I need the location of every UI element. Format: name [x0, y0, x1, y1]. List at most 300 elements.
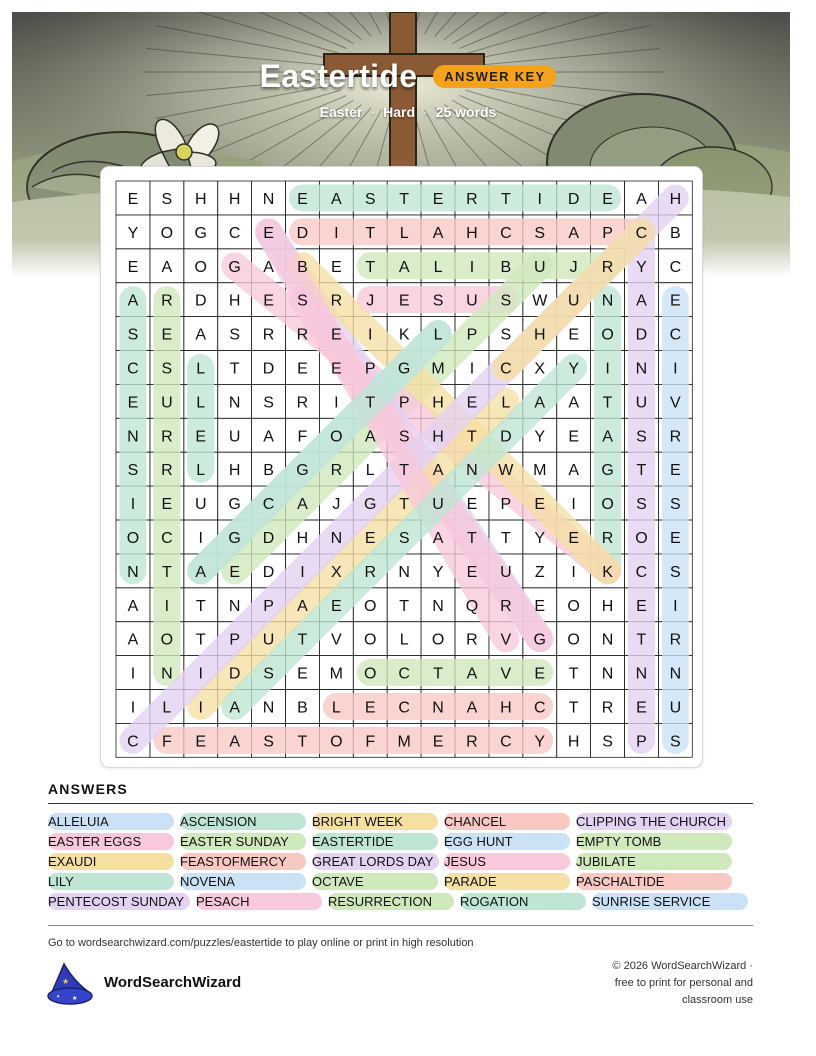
grid-letter[interactable]: I — [334, 394, 339, 412]
grid-letter[interactable]: T — [636, 462, 647, 480]
grid-letter[interactable]: E — [263, 292, 274, 310]
grid-letter[interactable]: W — [498, 462, 514, 480]
grid-letter[interactable]: S — [229, 326, 240, 344]
grid-letter[interactable]: V — [500, 665, 512, 683]
grid-letter[interactable]: C — [669, 326, 682, 344]
grid-letter[interactable]: M — [431, 360, 445, 378]
grid-letter[interactable]: S — [263, 394, 274, 412]
answer-word: CHANCEL — [444, 813, 570, 830]
grid-letter[interactable]: V — [670, 394, 681, 412]
grid-letter[interactable]: S — [364, 190, 376, 208]
grid-letter[interactable]: G — [296, 462, 309, 480]
grid-letter[interactable]: Y — [568, 360, 579, 378]
grid-letter[interactable]: D — [262, 563, 275, 581]
puzzle-meta: Easter · Hard · 25 words — [319, 104, 497, 120]
grid-letter[interactable]: I — [571, 496, 576, 514]
grid-letter[interactable]: G — [601, 462, 614, 480]
grid-letter[interactable]: A — [161, 258, 173, 276]
grid-letter[interactable]: A — [466, 699, 478, 717]
grid-letter[interactable]: R — [669, 428, 682, 446]
grid-letter[interactable]: L — [399, 224, 409, 242]
grid-letter[interactable]: T — [399, 190, 410, 208]
grid-letter[interactable]: E — [297, 360, 308, 378]
grid-letter[interactable]: I — [130, 496, 136, 514]
wizard-hat-icon — [46, 962, 94, 1006]
grid-letter[interactable]: E — [466, 563, 478, 581]
grid-letter[interactable]: E — [670, 529, 681, 547]
grid-letter[interactable]: N — [432, 699, 444, 717]
grid-letter[interactable]: F — [297, 428, 308, 446]
grid-letter[interactable]: X — [331, 563, 342, 581]
grid-letter[interactable]: E — [161, 496, 173, 514]
grid-letter[interactable]: S — [432, 292, 444, 310]
grid-letter[interactable]: O — [364, 597, 377, 615]
grid-letter[interactable]: T — [500, 190, 511, 208]
grid-letter[interactable]: Y — [534, 733, 546, 751]
grid-letter[interactable]: A — [636, 190, 647, 208]
grid-letter[interactable]: E — [534, 665, 546, 683]
grid-letter[interactable]: S — [127, 326, 139, 344]
grid-letter[interactable]: E — [364, 529, 376, 547]
grid-letter[interactable]: U — [466, 292, 478, 310]
grid-letter[interactable]: O — [601, 326, 614, 344]
grid-letter[interactable]: B — [500, 258, 512, 276]
grid-letter[interactable]: S — [398, 529, 410, 547]
grid-letter[interactable]: O — [601, 496, 614, 514]
grid-letter[interactable]: T — [161, 563, 172, 581]
grid-letter[interactable]: D — [262, 529, 275, 547]
grid-letter[interactable]: C — [500, 224, 512, 242]
grid-letter[interactable]: T — [568, 699, 579, 717]
grid-letter[interactable]: I — [469, 258, 475, 276]
grid-letter[interactable]: I — [198, 529, 203, 547]
grid-letter[interactable]: E — [568, 529, 579, 547]
grid-letter[interactable]: D — [500, 428, 512, 446]
grid-letter[interactable]: I — [198, 665, 203, 683]
grid-letter[interactable]: A — [568, 394, 579, 412]
grid-letter[interactable]: U — [500, 563, 512, 581]
grid-letter[interactable]: I — [571, 563, 576, 581]
grid-letter[interactable]: S — [161, 190, 173, 208]
grid-letter[interactable]: N — [262, 699, 275, 717]
grid-letter[interactable]: A — [432, 224, 444, 242]
grid-letter[interactable]: E — [127, 258, 139, 276]
grid-letter[interactable]: R — [364, 563, 377, 581]
grid-letter[interactable]: Y — [432, 563, 444, 581]
grid-letter[interactable]: M — [329, 665, 344, 683]
grid-letter[interactable]: L — [196, 394, 206, 412]
grid-letter[interactable]: T — [365, 224, 376, 242]
grid-letter[interactable]: R — [330, 462, 343, 480]
grid-letter[interactable]: G — [533, 631, 546, 649]
grid-letter[interactable]: S — [263, 733, 274, 751]
grid-letter[interactable]: I — [673, 597, 678, 615]
grid-letter[interactable]: I — [300, 563, 305, 581]
grid-letter[interactable]: C — [127, 733, 139, 751]
grid-letter[interactable]: E — [568, 428, 579, 446]
grid-letter[interactable]: T — [399, 597, 410, 615]
grid-letter[interactable]: E — [195, 428, 207, 446]
grid-letter[interactable]: G — [364, 496, 377, 514]
grid-letter[interactable]: I — [130, 665, 136, 683]
grid-letter[interactable]: L — [331, 699, 341, 717]
grid-letter[interactable]: E — [636, 597, 647, 615]
grid-letter[interactable]: E — [466, 496, 478, 514]
grid-letter[interactable]: A — [127, 292, 139, 310]
grid-letter[interactable]: E — [229, 563, 240, 581]
grid-letter[interactable]: K — [398, 326, 410, 344]
meta-theme: Easter — [319, 104, 363, 120]
grid-letter[interactable]: R — [161, 462, 173, 480]
grid-letter[interactable]: C — [500, 360, 512, 378]
grid-letter[interactable]: C — [161, 529, 173, 547]
grid-letter[interactable]: M — [397, 733, 411, 751]
grid-letter[interactable]: C — [669, 258, 682, 276]
grid-letter[interactable]: E — [534, 597, 546, 615]
grid-letter[interactable]: R — [601, 258, 614, 276]
grid-letter[interactable]: E — [331, 258, 342, 276]
grid-letter[interactable]: U — [262, 631, 275, 649]
grid-letter[interactable]: O — [126, 529, 140, 547]
answer-word: PESACH — [196, 893, 322, 910]
grid-letter[interactable]: L — [365, 462, 375, 480]
grid-letter[interactable]: E — [670, 292, 681, 310]
grid-letter[interactable]: P — [636, 733, 647, 751]
grid-letter[interactable]: T — [399, 496, 410, 514]
grid-letter[interactable]: R — [161, 292, 173, 310]
grid-letter[interactable]: H — [533, 326, 546, 344]
grid-letter[interactable]: A — [263, 428, 274, 446]
grid-letter[interactable]: P — [229, 631, 240, 649]
grid-letter[interactable]: I — [198, 699, 203, 717]
grid-letter[interactable]: T — [636, 631, 647, 649]
grid-letter[interactable]: A — [432, 529, 444, 547]
grid-letter[interactable]: I — [469, 360, 475, 378]
grid-letter[interactable]: T — [297, 631, 308, 649]
grid-letter[interactable]: A — [398, 258, 410, 276]
grid-letter[interactable]: C — [398, 699, 410, 717]
grid-letter[interactable]: R — [601, 529, 614, 547]
grid-letter[interactable]: H — [567, 733, 580, 751]
grid-letter[interactable]: R — [466, 190, 478, 208]
grid-letter[interactable]: N — [398, 563, 410, 581]
grid-letter[interactable]: G — [228, 496, 241, 514]
grid-letter[interactable]: G — [397, 360, 411, 378]
grid-letter[interactable]: H — [432, 428, 444, 446]
grid-letter[interactable]: D — [296, 224, 309, 242]
grid-letter[interactable]: U — [228, 428, 241, 446]
grid-letter[interactable]: J — [569, 258, 578, 276]
grid-letter[interactable]: O — [330, 733, 343, 751]
grid-letter[interactable]: T — [568, 665, 579, 683]
grid-letter[interactable]: C — [533, 699, 546, 717]
grid-letter[interactable]: S — [602, 733, 613, 751]
grid-letter[interactable]: S — [670, 733, 681, 751]
grid-letter[interactable]: N — [635, 360, 648, 378]
footer-link[interactable]: Go to wordsearchwizard.com/puzzles/eastertide to play online or print in high resolution — [48, 937, 474, 949]
grid-letter[interactable]: H — [500, 699, 512, 717]
grid-letter[interactable]: I — [368, 326, 373, 344]
grid-letter[interactable]: U — [194, 496, 207, 514]
grid-letter[interactable]: Z — [534, 563, 545, 581]
grid-letter[interactable]: B — [263, 462, 274, 480]
grid-letter[interactable]: C — [500, 733, 512, 751]
grid-letter[interactable]: R — [296, 394, 309, 412]
grid-letter[interactable]: S — [263, 665, 274, 683]
grid-letter[interactable]: D — [262, 360, 275, 378]
grid-letter[interactable]: Y — [534, 529, 546, 547]
grid-letter[interactable]: E — [364, 699, 376, 717]
grid-letter[interactable]: A — [195, 563, 207, 581]
grid-letter[interactable]: G — [194, 224, 207, 242]
grid-letter[interactable]: P — [466, 326, 478, 344]
grid-letter[interactable]: N — [601, 665, 614, 683]
grid-letter[interactable]: Y — [534, 428, 546, 446]
grid-letter[interactable]: U — [567, 292, 580, 310]
grid-letter[interactable]: P — [398, 394, 410, 412]
grid-letter[interactable]: N — [262, 190, 275, 208]
grid-letter[interactable]: B — [297, 258, 308, 276]
grid-letter[interactable]: I — [130, 699, 136, 717]
grid-letter[interactable]: E — [161, 326, 173, 344]
grid-letter[interactable]: D — [635, 326, 648, 344]
grid-letter[interactable]: E — [398, 292, 410, 310]
grid-letter[interactable]: N — [161, 665, 173, 683]
grid-letter[interactable]: T — [399, 462, 410, 480]
grid-letter[interactable]: T — [467, 428, 477, 446]
grid-letter[interactable]: S — [636, 428, 647, 446]
grid-letter[interactable]: E — [195, 733, 207, 751]
grid-letter[interactable]: S — [127, 462, 139, 480]
grid-letter[interactable]: I — [334, 224, 339, 242]
grid-letter[interactable]: C — [127, 360, 139, 378]
grid-letter[interactable]: D — [228, 665, 241, 683]
grid-letter[interactable]: R — [262, 326, 275, 344]
grid-letter[interactable]: B — [670, 224, 681, 242]
grid-letter[interactable]: H — [669, 190, 682, 208]
grid-letter[interactable]: S — [670, 496, 681, 514]
grid-letter[interactable]: E — [466, 394, 478, 412]
grid-letter[interactable]: H — [296, 529, 309, 547]
grid-letter[interactable]: U — [669, 699, 682, 717]
grid-letter[interactable]: S — [398, 428, 410, 446]
grid-letter[interactable]: W — [532, 292, 548, 310]
grid-letter[interactable]: L — [162, 699, 172, 717]
grid-letter[interactable]: Y — [127, 224, 139, 242]
grid-letter[interactable]: L — [501, 394, 511, 412]
grid-letter[interactable]: N — [601, 631, 614, 649]
grid-letter[interactable]: H — [228, 190, 241, 208]
grid-letter[interactable]: H — [601, 597, 614, 615]
grid-letter[interactable]: A — [229, 733, 240, 751]
grid-letter[interactable]: B — [297, 699, 308, 717]
grid-letter[interactable]: O — [567, 631, 580, 649]
grid-letter[interactable]: N — [127, 563, 139, 581]
grid-letter[interactable]: L — [433, 258, 443, 276]
grid-letter[interactable]: U — [533, 258, 546, 276]
grid-letter[interactable]: E — [432, 190, 444, 208]
grid-letter[interactable]: D — [194, 292, 207, 310]
grid-letter[interactable]: E — [534, 496, 546, 514]
grid-letter[interactable]: S — [297, 292, 308, 310]
grid-letter[interactable]: A — [568, 224, 579, 242]
answer-word: JESUS — [444, 853, 570, 870]
grid-letter[interactable]: A — [229, 699, 240, 717]
grid-letter[interactable]: R — [296, 326, 309, 344]
grid-letter[interactable]: J — [332, 496, 341, 514]
grid-letter[interactable]: C — [398, 665, 410, 683]
grid-letter[interactable]: A — [636, 292, 647, 310]
grid-letter[interactable]: A — [534, 394, 546, 412]
grid-letter[interactable]: A — [331, 190, 342, 208]
grid-letter[interactable]: A — [127, 631, 139, 649]
grid-letter[interactable]: E — [602, 190, 613, 208]
grid-letter[interactable]: U — [432, 496, 444, 514]
grid-letter[interactable]: A — [602, 428, 613, 446]
grid-letter[interactable]: X — [534, 360, 546, 378]
grid-letter[interactable]: P — [263, 597, 274, 615]
grid-letter[interactable]: O — [364, 665, 377, 683]
grid-letter[interactable]: O — [160, 631, 174, 649]
grid-letter[interactable]: H — [466, 224, 478, 242]
grid-letter[interactable]: S — [500, 292, 512, 310]
grid-letter[interactable]: R — [500, 597, 512, 615]
grid-letter[interactable]: J — [366, 292, 375, 310]
grid-letter[interactable]: S — [670, 563, 681, 581]
grid-letter[interactable]: C — [635, 563, 648, 581]
grid-letter[interactable]: O — [431, 631, 445, 649]
grid-letter[interactable]: A — [466, 665, 478, 683]
grid-letter[interactable]: T — [467, 529, 477, 547]
grid-letter[interactable]: I — [537, 190, 542, 208]
grid-letter[interactable]: Y — [636, 258, 647, 276]
grid-letter[interactable]: L — [196, 360, 206, 378]
grid-letter[interactable]: V — [500, 631, 512, 649]
grid-letter[interactable]: E — [670, 462, 681, 480]
grid-letter[interactable]: R — [601, 699, 614, 717]
grid-letter[interactable]: R — [466, 631, 478, 649]
grid-letter[interactable]: E — [127, 190, 139, 208]
grid-letter[interactable]: T — [365, 394, 376, 412]
grid-letter[interactable]: M — [533, 462, 547, 480]
grid-letter[interactable]: L — [196, 462, 206, 480]
grid-letter[interactable]: S — [161, 360, 173, 378]
grid-letter[interactable]: N — [228, 394, 241, 412]
grid-letter[interactable]: U — [161, 394, 173, 412]
grid-letter[interactable]: N — [432, 597, 444, 615]
grid-letter[interactable]: K — [602, 563, 613, 581]
grid-letter[interactable]: H — [432, 394, 444, 412]
grid-letter[interactable]: O — [330, 428, 343, 446]
grid-letter[interactable]: E — [432, 733, 444, 751]
grid-letter[interactable]: T — [433, 665, 443, 683]
grid-letter[interactable]: E — [331, 360, 342, 378]
grid-letter[interactable]: O — [635, 529, 648, 547]
grid-letter[interactable]: U — [635, 394, 648, 412]
grid-letter[interactable]: V — [331, 631, 342, 649]
svg-text:★: ★ — [62, 977, 70, 986]
grid-letter[interactable]: L — [433, 326, 443, 344]
grid-letter[interactable]: O — [160, 224, 174, 242]
grid-letter[interactable]: T — [297, 733, 308, 751]
grid-letter[interactable]: N — [127, 428, 139, 446]
grid-letter[interactable]: H — [228, 462, 241, 480]
grid-letter[interactable]: C — [635, 224, 648, 242]
grid-letter[interactable]: O — [364, 631, 377, 649]
grid-letter[interactable]: H — [194, 190, 207, 208]
grid-letter[interactable]: A — [297, 597, 308, 615]
grid-letter[interactable]: A — [127, 597, 139, 615]
brand-name[interactable]: WordSearchWizard — [104, 974, 242, 991]
grid-letter[interactable]: F — [161, 733, 172, 751]
grid-letter[interactable]: I — [164, 597, 170, 615]
grid-letter[interactable]: R — [161, 428, 173, 446]
grid-letter[interactable]: Q — [465, 597, 479, 615]
grid-letter[interactable]: E — [636, 699, 647, 717]
grid-letter[interactable]: L — [399, 631, 409, 649]
grid-letter[interactable]: A — [568, 462, 579, 480]
grid-letter[interactable]: T — [602, 394, 613, 412]
grid-letter[interactable]: E — [297, 190, 308, 208]
grid-letter[interactable]: T — [195, 597, 206, 615]
grid-letter[interactable]: S — [636, 496, 647, 514]
grid-letter[interactable]: T — [500, 529, 511, 547]
grid-letter[interactable]: O — [194, 258, 207, 276]
grid-letter[interactable]: R — [330, 292, 343, 310]
grid-letter[interactable]: E — [568, 326, 579, 344]
grid-letter[interactable]: P — [500, 496, 512, 514]
grid-letter[interactable]: E — [331, 326, 342, 344]
grid-letter[interactable]: N — [669, 665, 682, 683]
grid-letter[interactable]: E — [297, 665, 308, 683]
copyright-line: classroom use — [682, 994, 753, 1006]
grid-letter[interactable]: T — [195, 631, 206, 649]
grid-letter[interactable]: N — [601, 292, 614, 310]
grid-letter[interactable]: F — [365, 733, 376, 751]
grid-letter[interactable]: S — [500, 326, 512, 344]
grid-letter[interactable]: P — [364, 360, 376, 378]
grid-letter[interactable]: S — [534, 224, 546, 242]
grid-letter[interactable]: I — [673, 360, 678, 378]
grid-letter[interactable]: E — [263, 224, 274, 242]
grid-letter[interactable]: C — [262, 496, 275, 514]
grid-letter[interactable]: N — [330, 529, 343, 547]
grid-letter[interactable]: T — [365, 258, 376, 276]
grid-letter[interactable]: N — [466, 462, 478, 480]
grid-letter[interactable]: A — [297, 496, 308, 514]
grid-letter[interactable]: O — [567, 597, 580, 615]
grid-letter[interactable]: E — [127, 394, 139, 412]
grid-letter[interactable]: R — [669, 631, 682, 649]
grid-letter[interactable]: N — [635, 665, 648, 683]
answer-word: OCTAVE — [312, 873, 438, 890]
grid-letter[interactable]: N — [228, 597, 241, 615]
grid-letter[interactable]: A — [364, 428, 376, 446]
grid-letter[interactable]: C — [228, 224, 241, 242]
grid-letter[interactable]: G — [228, 529, 241, 547]
grid-letter[interactable]: P — [602, 224, 613, 242]
grid-letter[interactable]: A — [263, 258, 274, 276]
grid-letter[interactable]: G — [228, 258, 241, 276]
grid-letter[interactable]: A — [195, 326, 207, 344]
grid-letter[interactable]: H — [228, 292, 241, 310]
grid-letter[interactable]: T — [229, 360, 240, 378]
grid-letter[interactable]: E — [331, 597, 342, 615]
grid-letter[interactable]: I — [605, 360, 610, 378]
grid-letter[interactable]: D — [567, 190, 580, 208]
grid-letter[interactable]: A — [432, 462, 444, 480]
grid-letter[interactable]: R — [466, 733, 478, 751]
